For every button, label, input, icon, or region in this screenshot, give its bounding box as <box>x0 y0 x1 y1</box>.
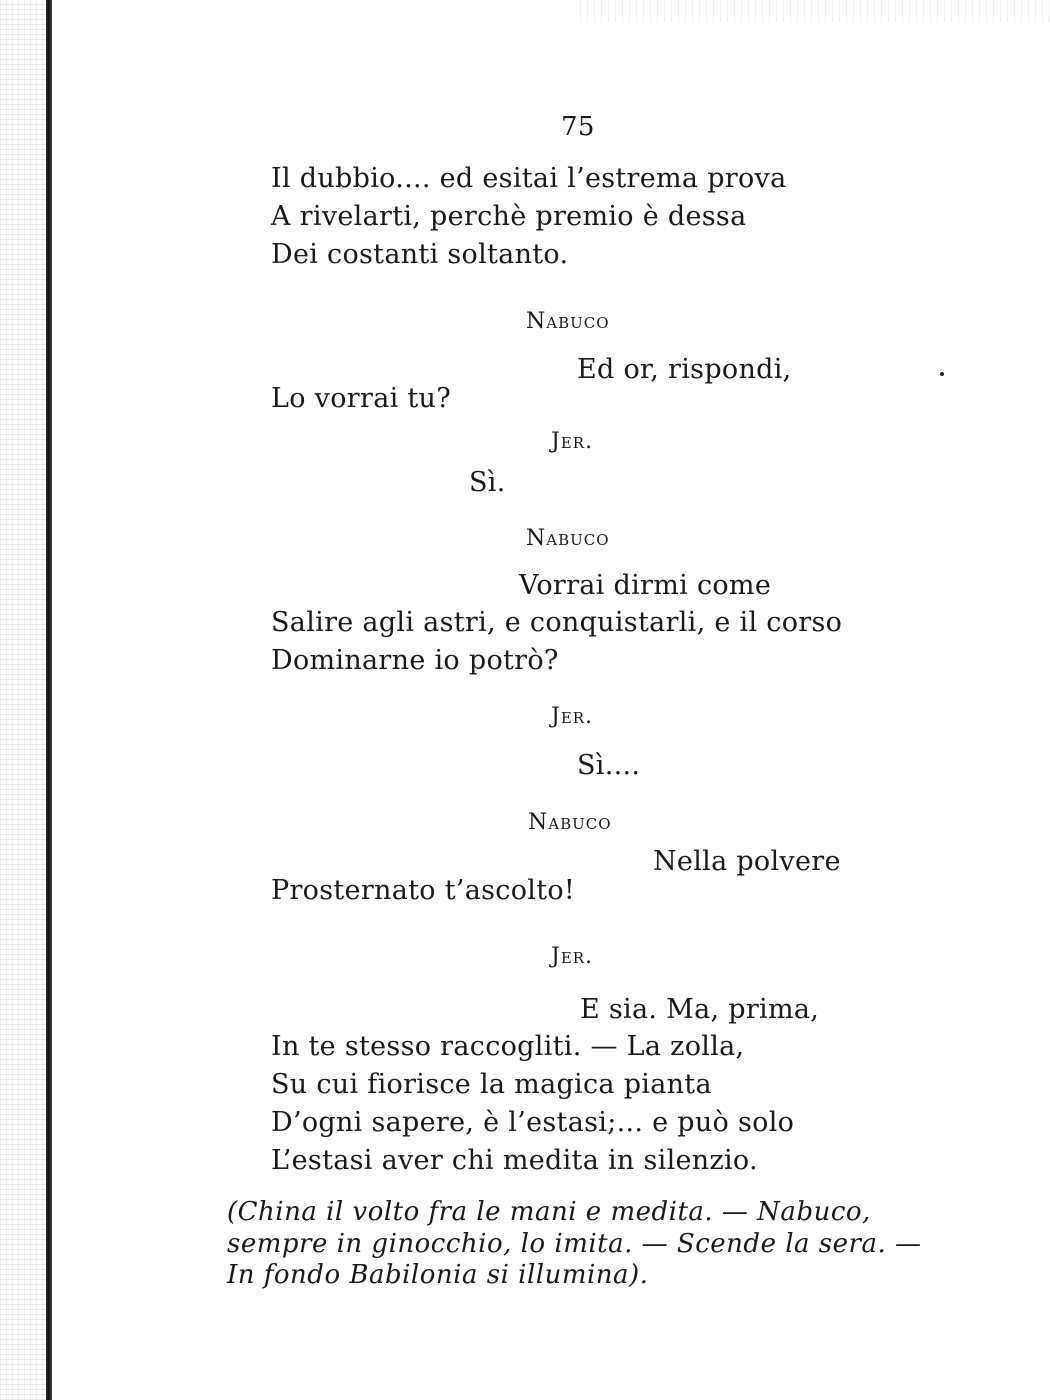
verse-line: L’estasi aver chi medita in silenzio. <box>271 1145 758 1176</box>
verse-line: Ed or, rispondi, <box>577 354 792 385</box>
stage-direction-line: (China il volto fra le mani e medita. — Nabuco, <box>227 1197 871 1227</box>
speaker-label: Jer. <box>551 704 594 729</box>
verse-line: D’ogni sapere, è l’estasi;... e può solo <box>271 1107 795 1138</box>
verse-line: Prosternato t’ascolto! <box>271 875 576 906</box>
speaker-label: Jer. <box>551 944 594 969</box>
page-number: 75 <box>561 112 595 142</box>
verse-line: A rivelarti, perchè premio è dessa <box>271 201 747 232</box>
binding-edge <box>46 0 52 1400</box>
stage-direction-line: In fondo Babilonia si illumina). <box>227 1260 649 1290</box>
verse-line: E sia. Ma, prima, <box>580 994 820 1025</box>
verse-line: Dei costanti soltanto. <box>271 239 569 270</box>
verse-line: Salire agli astri, e conquistarli, e il corso <box>271 607 843 638</box>
stage-direction-line: sempre in ginocchio, lo imita. — Scende la sera. — <box>227 1229 922 1259</box>
verse-line: Sì.... <box>577 750 641 781</box>
speaker-label: Nabuco <box>528 810 612 835</box>
speaker-label: Nabuco <box>526 526 610 551</box>
scan-noise-top <box>580 0 1050 22</box>
ink-speck <box>940 372 944 376</box>
verse-line: Vorrai dirmi come <box>519 570 772 601</box>
verse-line: Il dubbio.... ed esitai l’estrema prova <box>271 163 787 194</box>
speaker-label: Nabuco <box>526 309 610 334</box>
verse-line: Su cui fiorisce la magica pianta <box>271 1069 712 1100</box>
verse-line: Lo vorrai tu? <box>271 383 452 414</box>
verse-line: Nella polvere <box>653 846 841 877</box>
verse-line: Dominarne io potrò? <box>271 645 559 676</box>
verse-line: Sì. <box>469 467 506 498</box>
speaker-label: Jer. <box>551 429 594 454</box>
verse-line: In te stesso raccogliti. — La zolla, <box>271 1031 745 1062</box>
scan-speckle <box>0 0 50 1400</box>
